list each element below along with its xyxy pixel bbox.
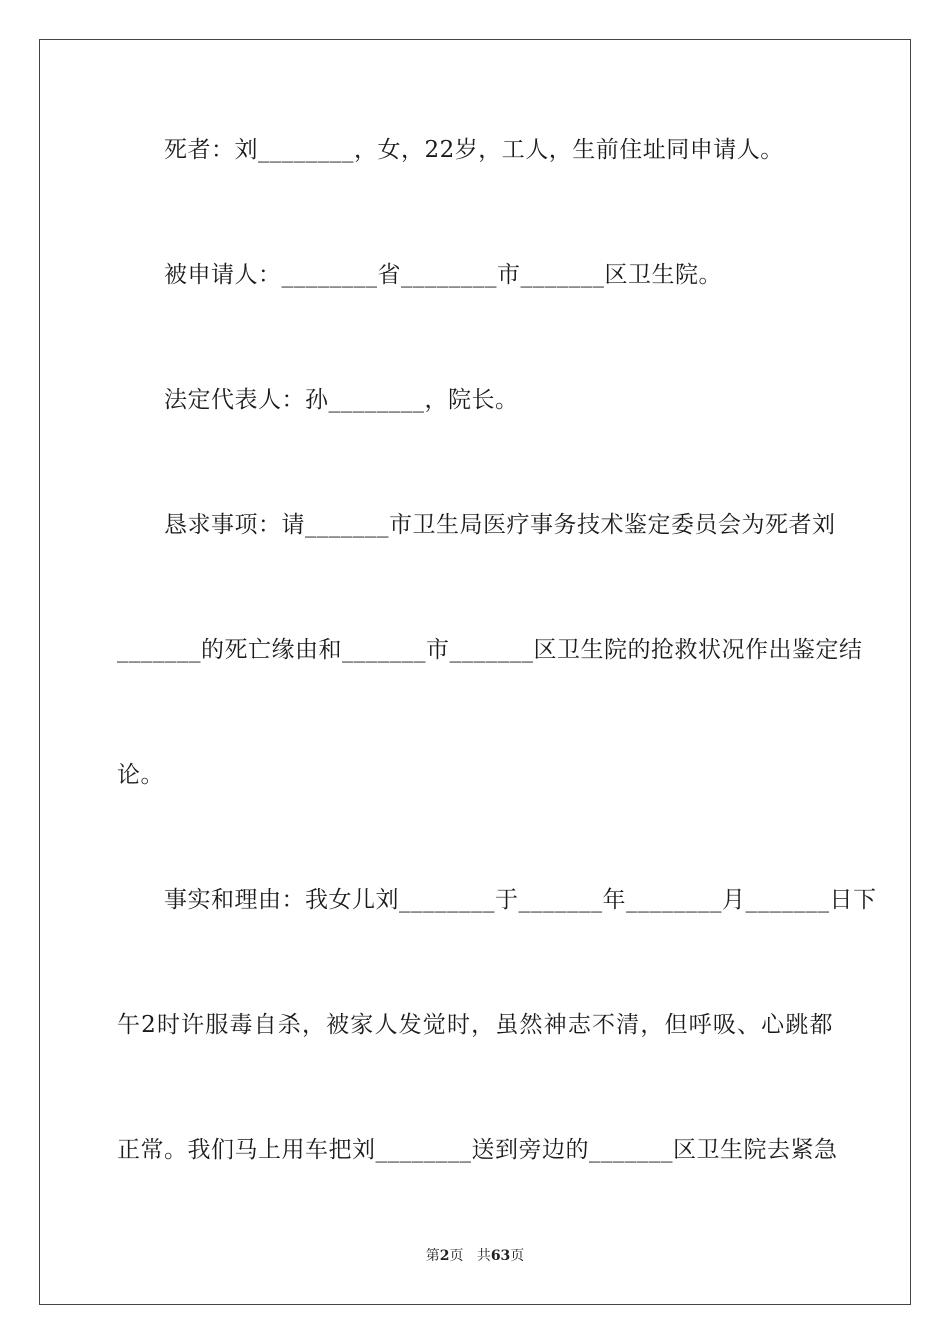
paragraph-legal-representative: 法定代表人：孙________，院长。 [164, 387, 519, 413]
page-number: 2 [439, 1248, 450, 1264]
page-footer [0, 1247, 950, 1265]
paragraph-facts-line-3: 正常。我们马上用车把刘________送到旁边的_______区卫生院去紧急 [117, 1137, 838, 1163]
total-suffix: 页 [510, 1248, 525, 1264]
total-prefix: 共 [476, 1248, 491, 1264]
paragraph-deceased: 死者：刘________，女，22岁，工人，生前住址同申请人。 [164, 137, 784, 163]
total-pages: 63 [490, 1248, 511, 1264]
paragraph-request-line-2: _______的死亡缘由和_______市_______区卫生院的抢救状况作出鉴定结 [117, 637, 863, 663]
paragraph-facts-line-1: 事实和理由：我女儿刘________于_______年________月_______日下 [164, 887, 877, 913]
page-suffix: 页 [449, 1248, 464, 1264]
paragraph-facts-line-2: 午2时许服毒自杀，被家人发觉时，虽然神志不清，但呼吸、心跳都 [117, 1012, 833, 1038]
page-prefix: 第 [425, 1248, 440, 1264]
paragraph-request-line-1: 恳求事项：请_______市卫生局医疗事务技术鉴定委员会为死者刘 [164, 512, 836, 538]
paragraph-respondent: 被申请人：________省________市_______区卫生院。 [164, 262, 722, 288]
paragraph-request-line-3: 论。 [117, 762, 164, 788]
page-border [39, 39, 911, 1305]
